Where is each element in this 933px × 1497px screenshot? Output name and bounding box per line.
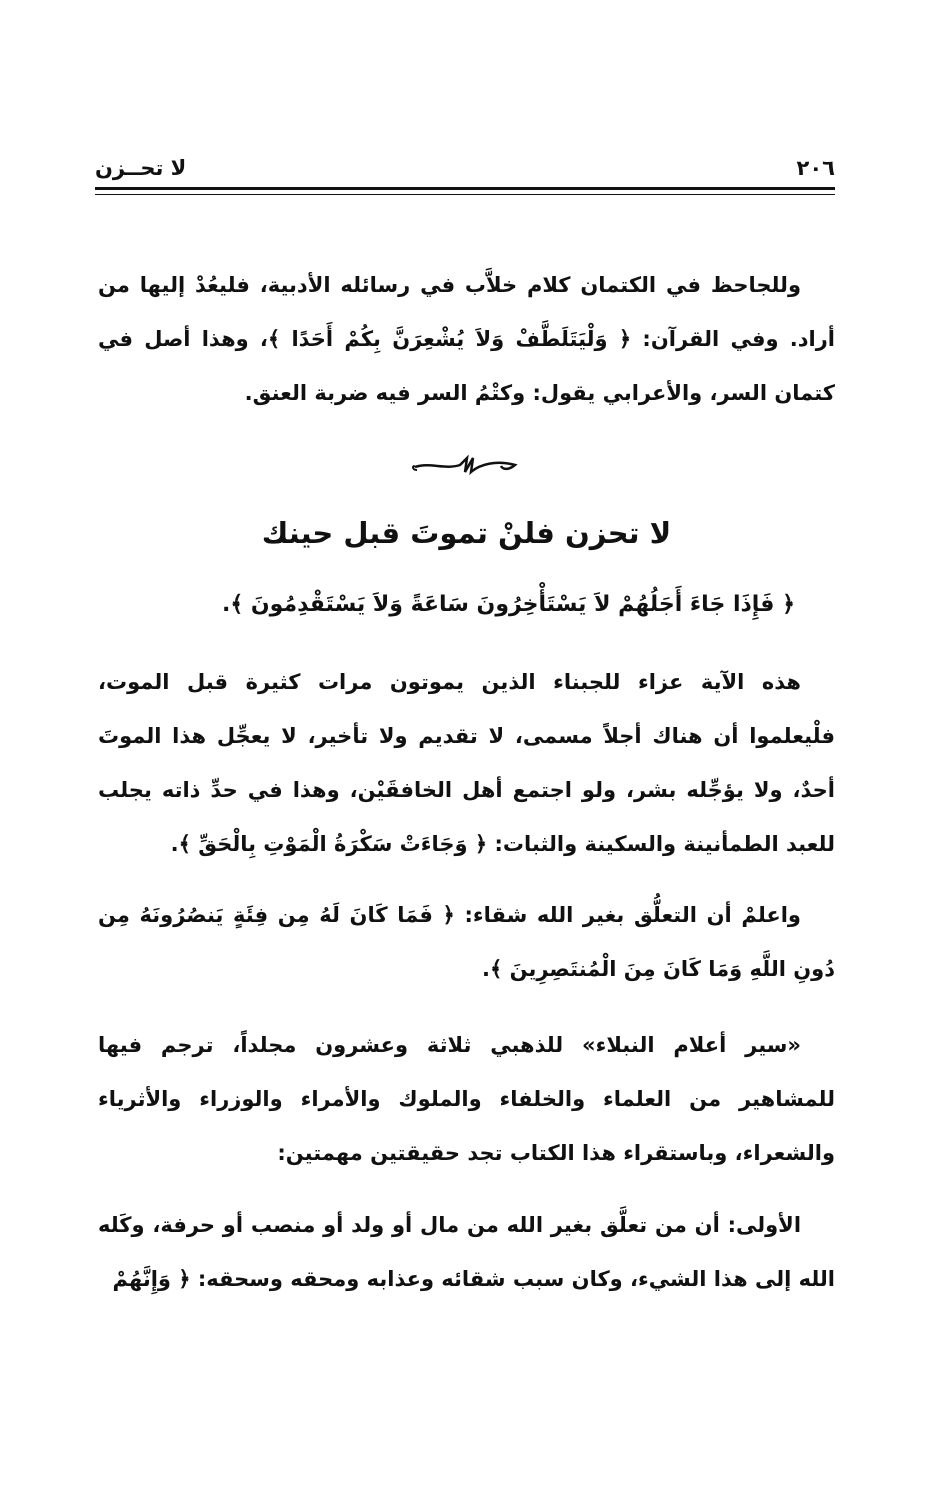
running-title: لا تحــزن <box>95 156 187 180</box>
paragraph-5-text: أن من تعلَّق بغير الله من مال أو ولد أو منصب أو حرفة، وكَله الله إلى هذا الشيء، وكان سبب شقائه وعذابه ومحقه وسحقه: ﴿ وَإِنَّهُمْ <box>98 1213 835 1291</box>
paragraph-1-text: وللجاحظ في الكتمان كلام خلاَّب في رسائله الأدبية، فليعُدْ إليها من أراد. وفي القرآن: ﴿ وَلْيَتَلَطَّفْ وَلاَ يُشْعِرَنَّ بِكُمْ أَحَدًا ﴾، وهذا أصل في كتمان السر، والأعرابي يقول: وكتْمُ السر فيه ضربة العنق. <box>98 273 835 405</box>
paragraph-1 <box>98 258 835 420</box>
page-number: ٢٠٦ <box>796 156 835 180</box>
header-rule-thin <box>95 194 835 195</box>
quran-verse: ﴿ فَإِذَا جَاءَ أَجَلُهُمْ لاَ يَسْتَأْخِرُونَ سَاعَةً وَلاَ يَسْتَقْدِمُونَ ﴾. <box>221 592 795 617</box>
page-header <box>95 150 835 190</box>
paragraph-4-text: «سير أعلام النبلاء» للذهبي ثلاثة وعشرون مجلداً، ترجم فيها للمشاهير من العلماء والخلفاء والملوك والأمراء والوزراء والأثرياء والشعراء، وباستقراء هذا الكتاب تجد حقيقتين مهمتين: <box>98 1033 835 1165</box>
header-rule-thick <box>95 187 835 190</box>
paragraph-3-text: واعلمْ أن التعلُّق بغير الله شقاء: ﴿ فَمَا كَانَ لَهُ مِن فِئَةٍ يَنصُرُونَهُ مِن دُونِ اللَّهِ وَمَا كَانَ مِنَ الْمُنتَصِرِينَ ﴾. <box>98 903 835 981</box>
paragraph-4 <box>98 1018 835 1180</box>
paragraph-5 <box>98 1198 835 1306</box>
section-title: لا تحزن فلنْ تموتَ قبل حينك <box>261 516 672 550</box>
paragraph-3 <box>98 888 835 996</box>
paragraph-2-text: هذه الآية عزاء للجبناء الذين يموتون مرات كثيرة قبل الموت، فلْيعلموا أن هناك أجلاً مسمى، لا تقديم ولا تأخير، لا يعجِّل هذا الموتَ أحدٌ، ولا يؤجِّله بشر، ولو اجتمع أهل الخافقَيْن، وهذا في حدِّ ذاته يجلب للعبد الطمأنينة والسكينة والثبات: ﴿ وَجَاءَتْ سَكْرَةُ الْمَوْتِ بِالْحَقِّ ﴾. <box>98 670 835 856</box>
section-divider-ornament-icon <box>405 450 525 480</box>
paragraph-5-lead: الأولى: <box>727 1213 802 1237</box>
paragraph-2 <box>98 655 835 871</box>
